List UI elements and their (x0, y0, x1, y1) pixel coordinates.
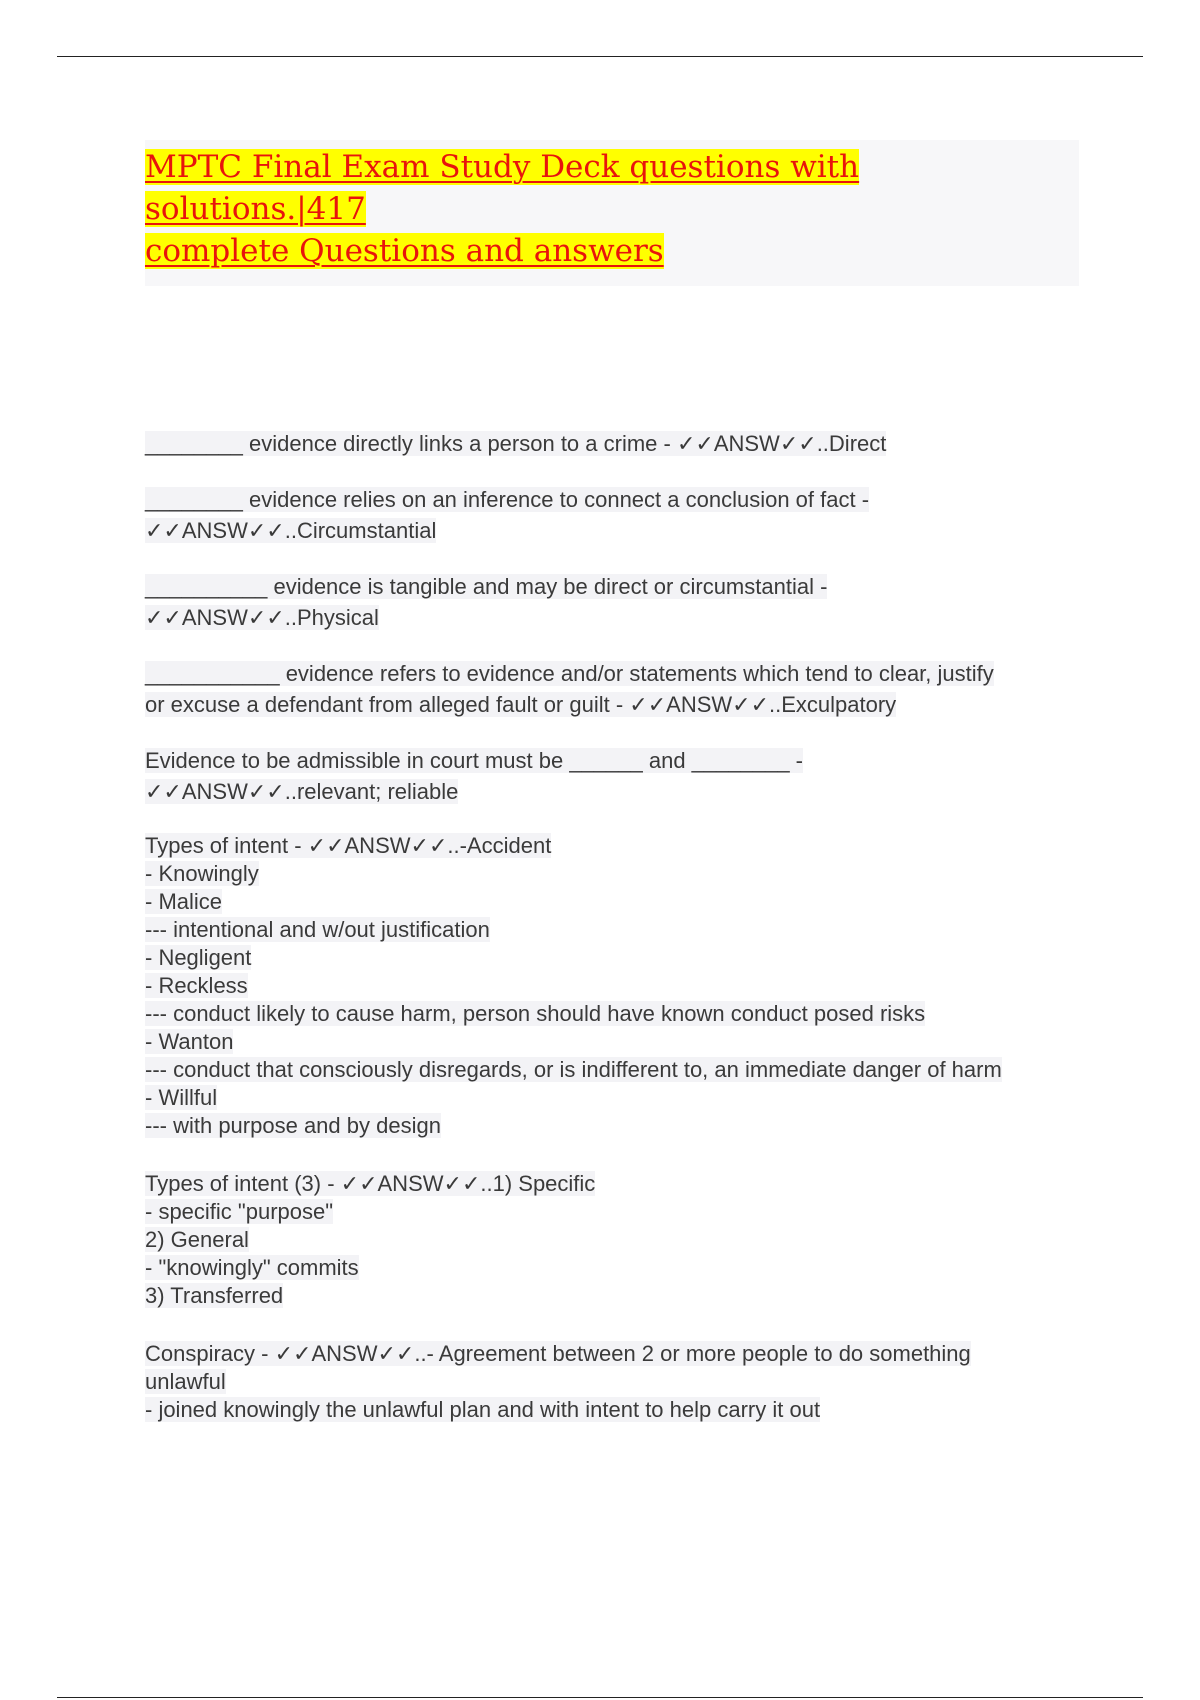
qa-line: --- intentional and w/out justification (145, 917, 490, 942)
qa-item-types-of-intent-3 (145, 1170, 1085, 1310)
qa-item-physical (145, 571, 1085, 633)
qa-line: ✓✓ANSW✓✓..relevant; reliable (145, 779, 459, 804)
qa-item-direct (145, 428, 1085, 459)
qa-line: Types of intent (3) - ✓✓ANSW✓✓..1) Specific (145, 1171, 596, 1196)
document-title (145, 146, 1075, 272)
footer-rule (57, 1697, 1143, 1698)
qa-line: - Knowingly (145, 861, 259, 886)
qa-line: - Wanton (145, 1029, 234, 1054)
title-line-1: MPTC Final Exam Study Deck questions with solutions.|417 (145, 149, 860, 227)
qa-item-types-of-intent (145, 832, 1085, 1140)
qa-line: 2) General (145, 1227, 249, 1252)
qa-item-admissible (145, 745, 1085, 807)
qa-line: Evidence to be admissible in court must be ______ and ________ - (145, 748, 803, 773)
qa-line: - specific "purpose" (145, 1199, 334, 1224)
document-body (145, 140, 1085, 1454)
qa-line: --- with purpose and by design (145, 1113, 441, 1138)
qa-line: or excuse a defendant from alleged fault or guilt - ✓✓ANSW✓✓..Exculpatory (145, 692, 897, 717)
qa-line: ________ evidence directly links a person to a crime - ✓✓ANSW✓✓..Direct (145, 431, 887, 456)
title-line-2: complete Questions and answers (145, 233, 664, 269)
qa-line: - Negligent (145, 945, 252, 970)
qa-line: --- conduct that consciously disregards, or is indifferent to, an immediate danger of harm (145, 1057, 1002, 1082)
qa-line: - "knowingly" commits (145, 1255, 359, 1280)
title-block (145, 140, 1079, 286)
qa-line: - Willful (145, 1085, 218, 1110)
qa-line: Types of intent - ✓✓ANSW✓✓..-Accident (145, 833, 552, 858)
qa-line: 3) Transferred (145, 1283, 284, 1308)
qa-line: ________ evidence relies on an inference to connect a conclusion of fact - (145, 487, 870, 512)
header-rule (57, 56, 1143, 57)
qa-line: __________ evidence is tangible and may be direct or circumstantial - (145, 574, 828, 599)
qa-line: - joined knowingly the unlawful plan and with intent to help carry it out (145, 1397, 821, 1422)
qa-line: - Malice (145, 889, 223, 914)
qa-line: ___________ evidence refers to evidence and/or statements which tend to clear, justify (145, 661, 994, 686)
qa-item-conspiracy (145, 1340, 1085, 1424)
qa-line: Conspiracy - ✓✓ANSW✓✓..- Agreement between 2 or more people to do something (145, 1341, 971, 1366)
qa-item-exculpatory (145, 658, 1085, 720)
qa-line: - Reckless (145, 973, 248, 998)
qa-line: ✓✓ANSW✓✓..Physical (145, 605, 379, 630)
qa-line: --- conduct likely to cause harm, person should have known conduct posed risks (145, 1001, 926, 1026)
qa-line: ✓✓ANSW✓✓..Circumstantial (145, 518, 437, 543)
qa-line: unlawful (145, 1369, 226, 1394)
qa-item-circumstantial (145, 484, 1085, 546)
